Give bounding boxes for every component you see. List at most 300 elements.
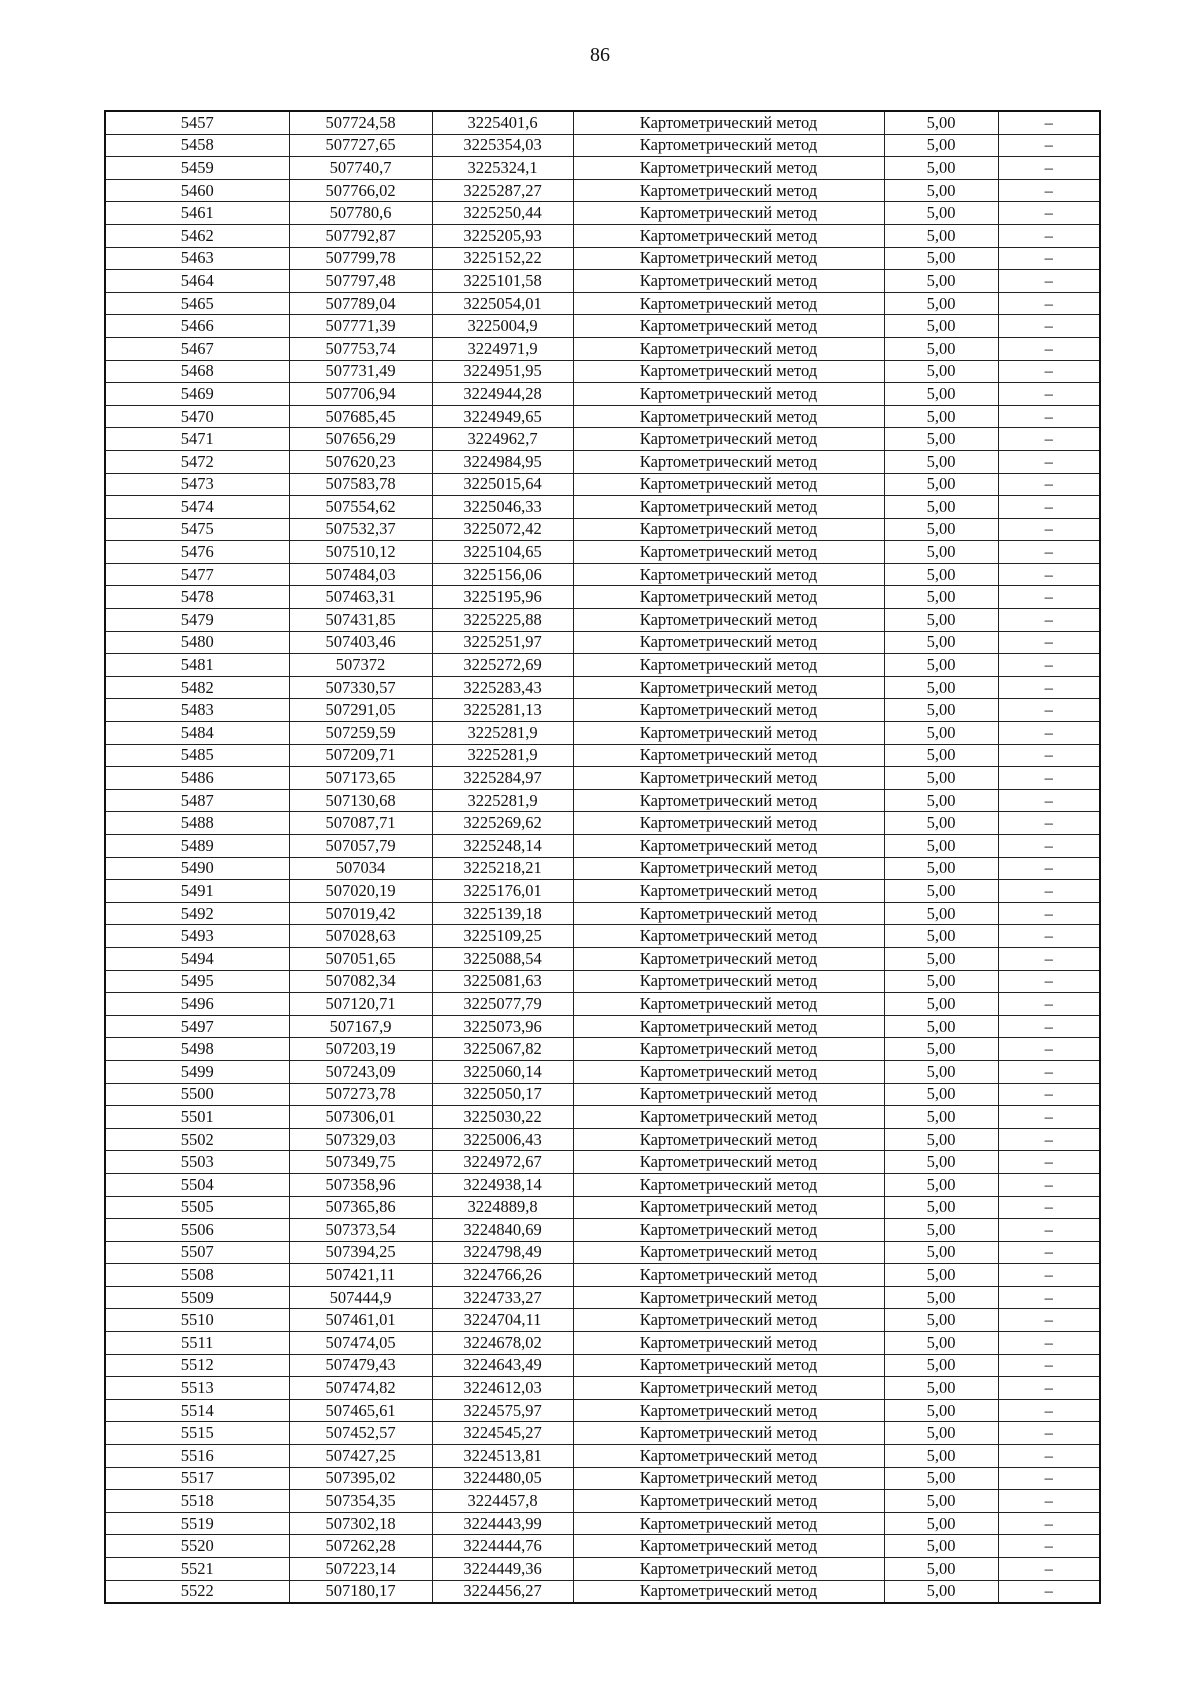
accuracy-cell: 5,00	[884, 563, 998, 586]
description-cell: –	[998, 880, 1100, 903]
method-cell: Картометрический метод	[573, 1286, 884, 1309]
point-number-cell: 5464	[105, 270, 289, 293]
method-cell: Картометрический метод	[573, 1241, 884, 1264]
point-number-cell: 5519	[105, 1512, 289, 1535]
x-coordinate-cell: 507403,46	[289, 631, 432, 654]
x-coordinate-cell: 507028,63	[289, 925, 432, 948]
method-cell: Картометрический метод	[573, 383, 884, 406]
y-coordinate-cell: 3225104,65	[432, 541, 573, 564]
method-cell: Картометрический метод	[573, 541, 884, 564]
table-row	[105, 428, 1100, 451]
table-row	[105, 1128, 1100, 1151]
x-coordinate-cell: 507479,43	[289, 1354, 432, 1377]
point-number-cell: 5484	[105, 722, 289, 745]
method-cell: Картометрический метод	[573, 812, 884, 835]
table-row	[105, 496, 1100, 519]
y-coordinate-cell: 3225050,17	[432, 1083, 573, 1106]
table-row	[105, 1445, 1100, 1468]
method-cell: Картометрический метод	[573, 1467, 884, 1490]
accuracy-cell: 5,00	[884, 405, 998, 428]
y-coordinate-cell: 3224457,8	[432, 1490, 573, 1513]
x-coordinate-cell: 507167,9	[289, 1015, 432, 1038]
accuracy-cell: 5,00	[884, 383, 998, 406]
y-coordinate-cell: 3225109,25	[432, 925, 573, 948]
method-cell: Картометрический метод	[573, 292, 884, 315]
y-coordinate-cell: 3224513,81	[432, 1445, 573, 1468]
y-coordinate-cell: 3224545,27	[432, 1422, 573, 1445]
x-coordinate-cell: 507620,23	[289, 450, 432, 473]
y-coordinate-cell: 3225046,33	[432, 496, 573, 519]
y-coordinate-cell: 3225081,63	[432, 970, 573, 993]
x-coordinate-cell: 507051,65	[289, 947, 432, 970]
description-cell: –	[998, 1467, 1100, 1490]
x-coordinate-cell: 507510,12	[289, 541, 432, 564]
table-row	[105, 224, 1100, 247]
table-row	[105, 563, 1100, 586]
method-cell: Картометрический метод	[573, 496, 884, 519]
accuracy-cell: 5,00	[884, 1445, 998, 1468]
y-coordinate-cell: 3225354,03	[432, 134, 573, 157]
description-cell: –	[998, 563, 1100, 586]
description-cell: –	[998, 1512, 1100, 1535]
point-number-cell: 5459	[105, 157, 289, 180]
accuracy-cell: 5,00	[884, 1173, 998, 1196]
table-row	[105, 1467, 1100, 1490]
accuracy-cell: 5,00	[884, 1309, 998, 1332]
description-cell: –	[998, 1151, 1100, 1174]
accuracy-cell: 5,00	[884, 134, 998, 157]
y-coordinate-cell: 3225176,01	[432, 880, 573, 903]
point-number-cell: 5511	[105, 1332, 289, 1355]
accuracy-cell: 5,00	[884, 925, 998, 948]
x-coordinate-cell: 507120,71	[289, 993, 432, 1016]
description-cell: –	[998, 744, 1100, 767]
table-row	[105, 857, 1100, 880]
accuracy-cell: 5,00	[884, 1332, 998, 1355]
x-coordinate-cell: 507753,74	[289, 337, 432, 360]
accuracy-cell: 5,00	[884, 631, 998, 654]
table-row	[105, 970, 1100, 993]
table-row	[105, 1173, 1100, 1196]
description-cell: –	[998, 224, 1100, 247]
method-cell: Картометрический метод	[573, 1399, 884, 1422]
description-cell: –	[998, 1377, 1100, 1400]
table-row	[105, 541, 1100, 564]
point-number-cell: 5473	[105, 473, 289, 496]
method-cell: Картометрический метод	[573, 202, 884, 225]
description-cell: –	[998, 247, 1100, 270]
point-number-cell: 5460	[105, 179, 289, 202]
description-cell: –	[998, 1490, 1100, 1513]
method-cell: Картометрический метод	[573, 1128, 884, 1151]
table-row	[105, 473, 1100, 496]
method-cell: Картометрический метод	[573, 1445, 884, 1468]
accuracy-cell: 5,00	[884, 315, 998, 338]
method-cell: Картометрический метод	[573, 1354, 884, 1377]
x-coordinate-cell: 507223,14	[289, 1558, 432, 1581]
accuracy-cell: 5,00	[884, 1038, 998, 1061]
x-coordinate-cell: 507771,39	[289, 315, 432, 338]
accuracy-cell: 5,00	[884, 586, 998, 609]
y-coordinate-cell: 3224444,76	[432, 1535, 573, 1558]
table-row	[105, 518, 1100, 541]
point-number-cell: 5482	[105, 676, 289, 699]
description-cell: –	[998, 428, 1100, 451]
x-coordinate-cell: 507082,34	[289, 970, 432, 993]
x-coordinate-cell: 507180,17	[289, 1580, 432, 1603]
description-cell: –	[998, 1535, 1100, 1558]
point-number-cell: 5505	[105, 1196, 289, 1219]
accuracy-cell: 5,00	[884, 1264, 998, 1287]
table-row	[105, 947, 1100, 970]
accuracy-cell: 5,00	[884, 767, 998, 790]
point-number-cell: 5481	[105, 654, 289, 677]
method-cell: Картометрический метод	[573, 1106, 884, 1129]
accuracy-cell: 5,00	[884, 722, 998, 745]
x-coordinate-cell: 507262,28	[289, 1535, 432, 1558]
y-coordinate-cell: 3225139,18	[432, 902, 573, 925]
x-coordinate-cell: 507452,57	[289, 1422, 432, 1445]
description-cell: –	[998, 1445, 1100, 1468]
method-cell: Картометрический метод	[573, 134, 884, 157]
x-coordinate-cell: 507302,18	[289, 1512, 432, 1535]
accuracy-cell: 5,00	[884, 292, 998, 315]
method-cell: Картометрический метод	[573, 405, 884, 428]
y-coordinate-cell: 3225281,9	[432, 744, 573, 767]
table-row	[105, 1535, 1100, 1558]
description-cell: –	[998, 337, 1100, 360]
point-number-cell: 5470	[105, 405, 289, 428]
point-number-cell: 5466	[105, 315, 289, 338]
y-coordinate-cell: 3224971,9	[432, 337, 573, 360]
x-coordinate-cell: 507474,82	[289, 1377, 432, 1400]
accuracy-cell: 5,00	[884, 1512, 998, 1535]
x-coordinate-cell: 507444,9	[289, 1286, 432, 1309]
x-coordinate-cell: 507740,7	[289, 157, 432, 180]
point-number-cell: 5461	[105, 202, 289, 225]
y-coordinate-cell: 3224704,11	[432, 1309, 573, 1332]
method-cell: Картометрический метод	[573, 1558, 884, 1581]
method-cell: Картометрический метод	[573, 1535, 884, 1558]
method-cell: Картометрический метод	[573, 880, 884, 903]
accuracy-cell: 5,00	[884, 654, 998, 677]
method-cell: Картометрический метод	[573, 1038, 884, 1061]
table-row	[105, 676, 1100, 699]
method-cell: Картометрический метод	[573, 315, 884, 338]
x-coordinate-cell: 507306,01	[289, 1106, 432, 1129]
point-number-cell: 5490	[105, 857, 289, 880]
method-cell: Картометрический метод	[573, 428, 884, 451]
accuracy-cell: 5,00	[884, 947, 998, 970]
x-coordinate-cell: 507354,35	[289, 1490, 432, 1513]
accuracy-cell: 5,00	[884, 360, 998, 383]
description-cell: –	[998, 1196, 1100, 1219]
point-number-cell: 5501	[105, 1106, 289, 1129]
accuracy-cell: 5,00	[884, 609, 998, 632]
method-cell: Картометрический метод	[573, 789, 884, 812]
y-coordinate-cell: 3224889,8	[432, 1196, 573, 1219]
y-coordinate-cell: 3225324,1	[432, 157, 573, 180]
accuracy-cell: 5,00	[884, 1354, 998, 1377]
description-cell: –	[998, 1015, 1100, 1038]
method-cell: Картометрический метод	[573, 1083, 884, 1106]
accuracy-cell: 5,00	[884, 1106, 998, 1129]
accuracy-cell: 5,00	[884, 744, 998, 767]
x-coordinate-cell: 507130,68	[289, 789, 432, 812]
y-coordinate-cell: 3224449,36	[432, 1558, 573, 1581]
method-cell: Картометрический метод	[573, 179, 884, 202]
method-cell: Картометрический метод	[573, 609, 884, 632]
table-row	[105, 993, 1100, 1016]
point-number-cell: 5506	[105, 1219, 289, 1242]
description-cell: –	[998, 1038, 1100, 1061]
description-cell: –	[998, 157, 1100, 180]
method-cell: Картометрический метод	[573, 993, 884, 1016]
x-coordinate-cell: 507394,25	[289, 1241, 432, 1264]
accuracy-cell: 5,00	[884, 428, 998, 451]
y-coordinate-cell: 3225088,54	[432, 947, 573, 970]
accuracy-cell: 5,00	[884, 1377, 998, 1400]
accuracy-cell: 5,00	[884, 224, 998, 247]
description-cell: –	[998, 699, 1100, 722]
description-cell: –	[998, 1332, 1100, 1355]
method-cell: Картометрический метод	[573, 654, 884, 677]
accuracy-cell: 5,00	[884, 789, 998, 812]
description-cell: –	[998, 1309, 1100, 1332]
point-number-cell: 5469	[105, 383, 289, 406]
method-cell: Картометрический метод	[573, 970, 884, 993]
y-coordinate-cell: 3224612,03	[432, 1377, 573, 1400]
y-coordinate-cell: 3225281,9	[432, 789, 573, 812]
accuracy-cell: 5,00	[884, 1015, 998, 1038]
table-row	[105, 609, 1100, 632]
description-cell: –	[998, 1219, 1100, 1242]
description-cell: –	[998, 496, 1100, 519]
y-coordinate-cell: 3224575,97	[432, 1399, 573, 1422]
method-cell: Картометрический метод	[573, 563, 884, 586]
method-cell: Картометрический метод	[573, 157, 884, 180]
point-number-cell: 5483	[105, 699, 289, 722]
x-coordinate-cell: 507463,31	[289, 586, 432, 609]
y-coordinate-cell: 3225401,6	[432, 111, 573, 134]
x-coordinate-cell: 507358,96	[289, 1173, 432, 1196]
x-coordinate-cell: 507291,05	[289, 699, 432, 722]
point-number-cell: 5488	[105, 812, 289, 835]
x-coordinate-cell: 507273,78	[289, 1083, 432, 1106]
x-coordinate-cell: 507727,65	[289, 134, 432, 157]
x-coordinate-cell: 507427,25	[289, 1445, 432, 1468]
accuracy-cell: 5,00	[884, 857, 998, 880]
point-number-cell: 5509	[105, 1286, 289, 1309]
accuracy-cell: 5,00	[884, 270, 998, 293]
y-coordinate-cell: 3224766,26	[432, 1264, 573, 1287]
accuracy-cell: 5,00	[884, 1083, 998, 1106]
method-cell: Картометрический метод	[573, 473, 884, 496]
x-coordinate-cell: 507797,48	[289, 270, 432, 293]
y-coordinate-cell: 3225077,79	[432, 993, 573, 1016]
y-coordinate-cell: 3225054,01	[432, 292, 573, 315]
method-cell: Картометрический метод	[573, 1490, 884, 1513]
point-number-cell: 5502	[105, 1128, 289, 1151]
method-cell: Картометрический метод	[573, 699, 884, 722]
table-row	[105, 292, 1100, 315]
description-cell: –	[998, 993, 1100, 1016]
y-coordinate-cell: 3224643,49	[432, 1354, 573, 1377]
accuracy-cell: 5,00	[884, 1060, 998, 1083]
x-coordinate-cell: 507532,37	[289, 518, 432, 541]
table-row	[105, 111, 1100, 134]
method-cell: Картометрический метод	[573, 1512, 884, 1535]
table-row	[105, 360, 1100, 383]
accuracy-cell: 5,00	[884, 993, 998, 1016]
y-coordinate-cell: 3225072,42	[432, 518, 573, 541]
x-coordinate-cell: 507365,86	[289, 1196, 432, 1219]
point-number-cell: 5467	[105, 337, 289, 360]
coordinates-table-body	[105, 111, 1100, 1603]
description-cell: –	[998, 202, 1100, 225]
x-coordinate-cell: 507087,71	[289, 812, 432, 835]
y-coordinate-cell: 3225225,88	[432, 609, 573, 632]
point-number-cell: 5492	[105, 902, 289, 925]
x-coordinate-cell: 507173,65	[289, 767, 432, 790]
x-coordinate-cell: 507766,02	[289, 179, 432, 202]
point-number-cell: 5520	[105, 1535, 289, 1558]
accuracy-cell: 5,00	[884, 1219, 998, 1242]
table-row	[105, 134, 1100, 157]
method-cell: Картометрический метод	[573, 450, 884, 473]
point-number-cell: 5503	[105, 1151, 289, 1174]
page-number: 86	[590, 44, 610, 66]
method-cell: Картометрический метод	[573, 1264, 884, 1287]
point-number-cell: 5510	[105, 1309, 289, 1332]
method-cell: Картометрический метод	[573, 1422, 884, 1445]
method-cell: Картометрический метод	[573, 722, 884, 745]
description-cell: –	[998, 473, 1100, 496]
table-row	[105, 722, 1100, 745]
table-row	[105, 1015, 1100, 1038]
table-row	[105, 247, 1100, 270]
point-number-cell: 5458	[105, 134, 289, 157]
description-cell: –	[998, 835, 1100, 858]
description-cell: –	[998, 518, 1100, 541]
table-row	[105, 631, 1100, 654]
x-coordinate-cell: 507731,49	[289, 360, 432, 383]
table-row	[105, 1399, 1100, 1422]
y-coordinate-cell: 3224962,7	[432, 428, 573, 451]
table-row	[105, 744, 1100, 767]
table-row	[105, 315, 1100, 338]
accuracy-cell: 5,00	[884, 496, 998, 519]
table-row	[105, 270, 1100, 293]
point-number-cell: 5487	[105, 789, 289, 812]
x-coordinate-cell: 507789,04	[289, 292, 432, 315]
accuracy-cell: 5,00	[884, 518, 998, 541]
description-cell: –	[998, 857, 1100, 880]
point-number-cell: 5500	[105, 1083, 289, 1106]
y-coordinate-cell: 3224938,14	[432, 1173, 573, 1196]
method-cell: Картометрический метод	[573, 1309, 884, 1332]
description-cell: –	[998, 812, 1100, 835]
point-number-cell: 5463	[105, 247, 289, 270]
method-cell: Картометрический метод	[573, 337, 884, 360]
x-coordinate-cell: 507656,29	[289, 428, 432, 451]
y-coordinate-cell: 3225287,27	[432, 179, 573, 202]
point-number-cell: 5497	[105, 1015, 289, 1038]
method-cell: Картометрический метод	[573, 835, 884, 858]
table-row	[105, 1219, 1100, 1242]
coordinates-table	[104, 110, 1101, 1604]
point-number-cell: 5478	[105, 586, 289, 609]
description-cell: –	[998, 179, 1100, 202]
table-row	[105, 880, 1100, 903]
table-row	[105, 337, 1100, 360]
point-number-cell: 5504	[105, 1173, 289, 1196]
accuracy-cell: 5,00	[884, 1580, 998, 1603]
method-cell: Картометрический метод	[573, 1060, 884, 1083]
point-number-cell: 5485	[105, 744, 289, 767]
y-coordinate-cell: 3225030,22	[432, 1106, 573, 1129]
table-row	[105, 179, 1100, 202]
point-number-cell: 5486	[105, 767, 289, 790]
point-number-cell: 5468	[105, 360, 289, 383]
accuracy-cell: 5,00	[884, 676, 998, 699]
description-cell: –	[998, 405, 1100, 428]
description-cell: –	[998, 1128, 1100, 1151]
point-number-cell: 5480	[105, 631, 289, 654]
method-cell: Картометрический метод	[573, 360, 884, 383]
method-cell: Картометрический метод	[573, 925, 884, 948]
y-coordinate-cell: 3224798,49	[432, 1241, 573, 1264]
table-row	[105, 202, 1100, 225]
description-cell: –	[998, 1241, 1100, 1264]
x-coordinate-cell: 507780,6	[289, 202, 432, 225]
x-coordinate-cell: 507474,05	[289, 1332, 432, 1355]
method-cell: Картометрический метод	[573, 270, 884, 293]
point-number-cell: 5475	[105, 518, 289, 541]
table-row	[105, 1422, 1100, 1445]
y-coordinate-cell: 3225250,44	[432, 202, 573, 225]
accuracy-cell: 5,00	[884, 1128, 998, 1151]
table-row	[105, 1264, 1100, 1287]
description-cell: –	[998, 1173, 1100, 1196]
accuracy-cell: 5,00	[884, 179, 998, 202]
accuracy-cell: 5,00	[884, 157, 998, 180]
y-coordinate-cell: 3224733,27	[432, 1286, 573, 1309]
table-row	[105, 1377, 1100, 1400]
accuracy-cell: 5,00	[884, 880, 998, 903]
description-cell: –	[998, 1558, 1100, 1581]
accuracy-cell: 5,00	[884, 835, 998, 858]
method-cell: Картометрический метод	[573, 1151, 884, 1174]
x-coordinate-cell: 507583,78	[289, 473, 432, 496]
description-cell: –	[998, 360, 1100, 383]
x-coordinate-cell: 507792,87	[289, 224, 432, 247]
table-row	[105, 902, 1100, 925]
x-coordinate-cell: 507034	[289, 857, 432, 880]
y-coordinate-cell: 3225073,96	[432, 1015, 573, 1038]
description-cell: –	[998, 134, 1100, 157]
accuracy-cell: 5,00	[884, 1399, 998, 1422]
method-cell: Картометрический метод	[573, 586, 884, 609]
description-cell: –	[998, 450, 1100, 473]
x-coordinate-cell: 507685,45	[289, 405, 432, 428]
point-number-cell: 5522	[105, 1580, 289, 1603]
y-coordinate-cell: 3225269,62	[432, 812, 573, 835]
method-cell: Картометрический метод	[573, 224, 884, 247]
point-number-cell: 5457	[105, 111, 289, 134]
table-row	[105, 1332, 1100, 1355]
point-number-cell: 5521	[105, 1558, 289, 1581]
